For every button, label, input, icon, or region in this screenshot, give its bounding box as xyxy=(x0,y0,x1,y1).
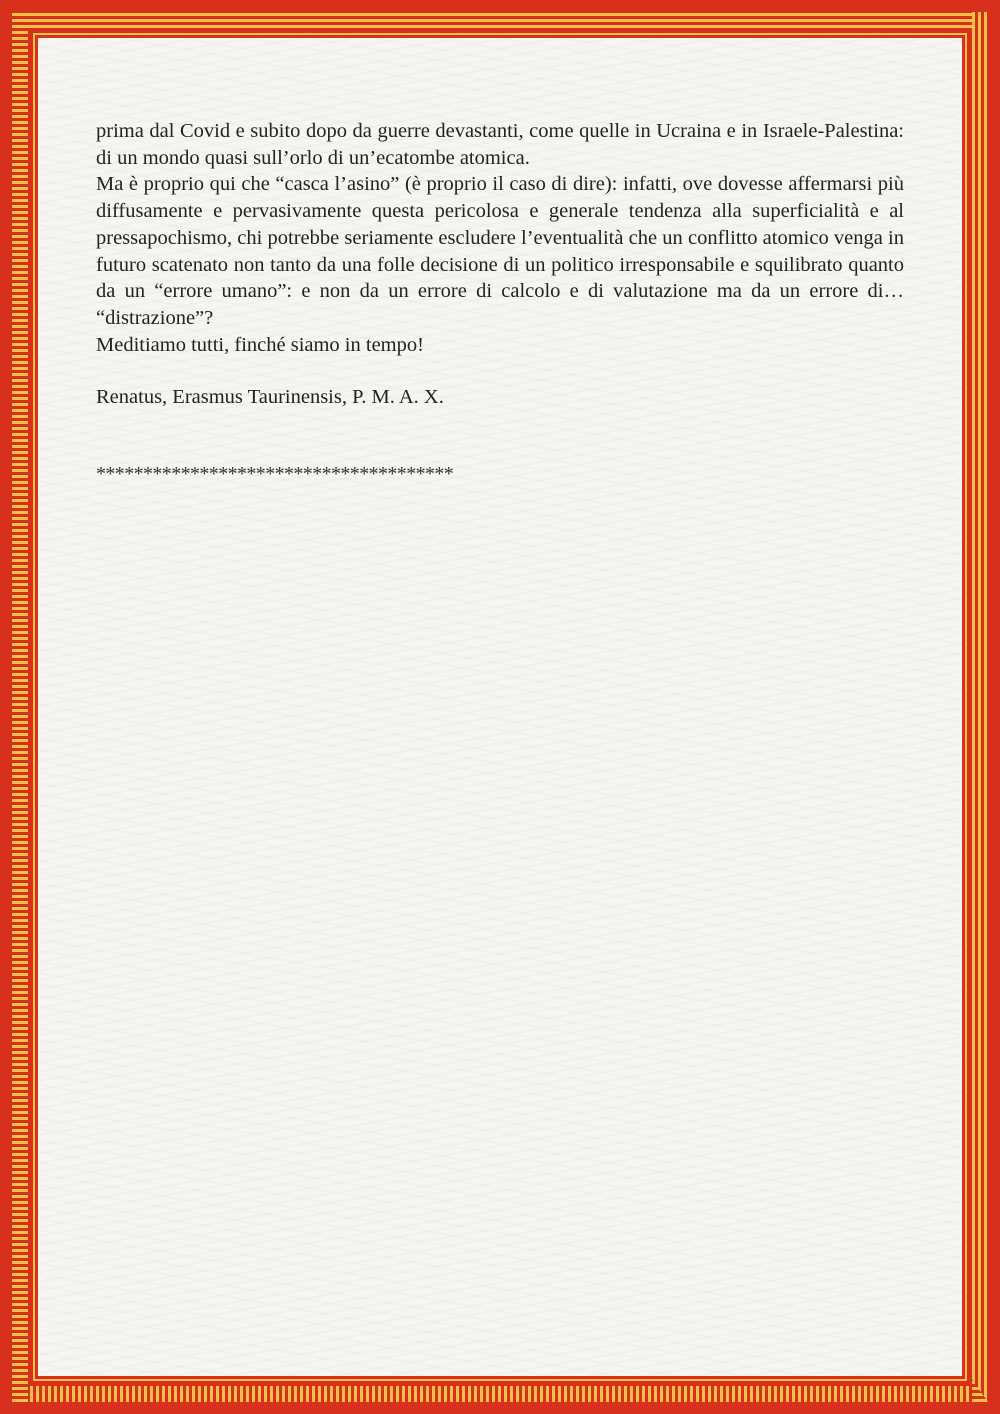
body-text xyxy=(96,118,904,358)
separator-line: ************************************** xyxy=(96,463,454,485)
paragraph: Meditiamo tutti, finché siamo in tempo! xyxy=(96,333,424,356)
paragraph: Ma è proprio qui che “casca l’asino” (è proprio il caso di dire): infatti, ove dovesse affermarsi più diffusamente e pervasivamente questa pericolosa e generale tendenza alla superficialità e al pressapochismo, chi potrebbe seriamente escludere l’eventualità che un conflitto atomico venga in futuro scatenato non tanto da una folle decisione di un politico irresponsabile e squilibrato quanto da un “errore umano”: e non da un errore di calcolo e di valutazione ma da un errore di… “distrazione”? xyxy=(96,173,904,329)
signature: Renatus, Erasmus Taurinensis, P. M. A. X. xyxy=(96,386,444,408)
paragraph: prima dal Covid e subito dopo da guerre devastanti, come quelle in Ucraina e in Israele-Palestina: di un mondo quasi sull’orlo di un’ecatombe atomica. xyxy=(96,120,904,169)
